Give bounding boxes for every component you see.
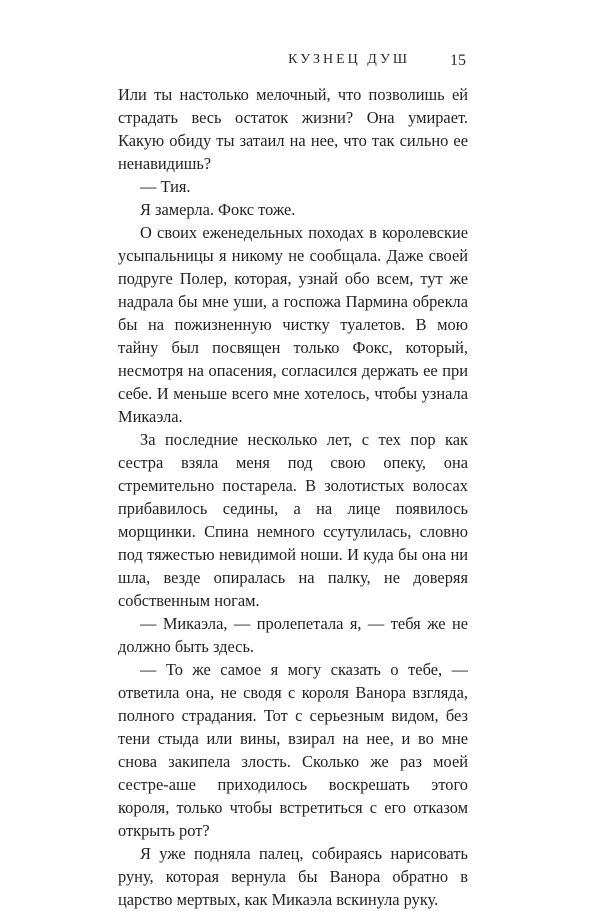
- paragraph: Я уже подняла палец, собираясь нарисовать руну, которая вернула бы Ванора обратно в царство мертвых, как Микаэла вскинула руку.: [118, 844, 468, 909]
- page-number: 15: [450, 52, 466, 69]
- paragraph: Или ты настолько мелочный, что позволишь ей страдать весь остаток жизни? Она умирает. Какую обиду ты затаил на нее, что так сильно ее ненавидишь?: [118, 85, 468, 173]
- paragraph: За последние несколько лет, с тех пор как сестра взяла меня под свою опеку, она стремительно постарела. В золотистых волосах прибавилось седины, а на лице появилось морщинки. Спина немного ссутулилась, словно под тяжестью невидимой ноши. И куда бы она ни шла, везде опиралась на палку, не доверяя собственным ногам.: [118, 430, 468, 610]
- body-text: [118, 83, 468, 911]
- running-head: [118, 52, 466, 74]
- running-head-book-title: КУЗНЕЦ ДУШ: [288, 52, 410, 67]
- paragraph: — Тия.: [140, 177, 191, 196]
- paragraph: О своих еженедельных походах в королевские усыпальницы я никому не сообщала. Даже своей подруге Полер, которая, узнай обо всем, тут же надрала бы мне уши, а госпожа Пармина обрекла бы на пожизненную чистку туалетов. В мою тайну был посвящен только Фокс, который, несмотря на опасения, согласился держать ее при себе. И меньше всего мне хотелось, чтобы узнала Микаэла.: [118, 223, 468, 426]
- paragraph: — Микаэла, — пролепетала я, — тебя же не должно быть здесь.: [118, 614, 468, 656]
- paragraph: Я замерла. Фокс тоже.: [140, 200, 296, 219]
- paragraph: — То же самое я могу сказать о тебе, — ответила она, не сводя с короля Ванора взгляда, полного страдания. Тот с серьезным видом, без тени стыда или вины, взирал на нее, и во мне снова закипела злость. Сколько же раз моей сестре-аше приходилось воскрешать этого короля, только чтобы встретиться с его отказом открыть рот?: [118, 660, 468, 840]
